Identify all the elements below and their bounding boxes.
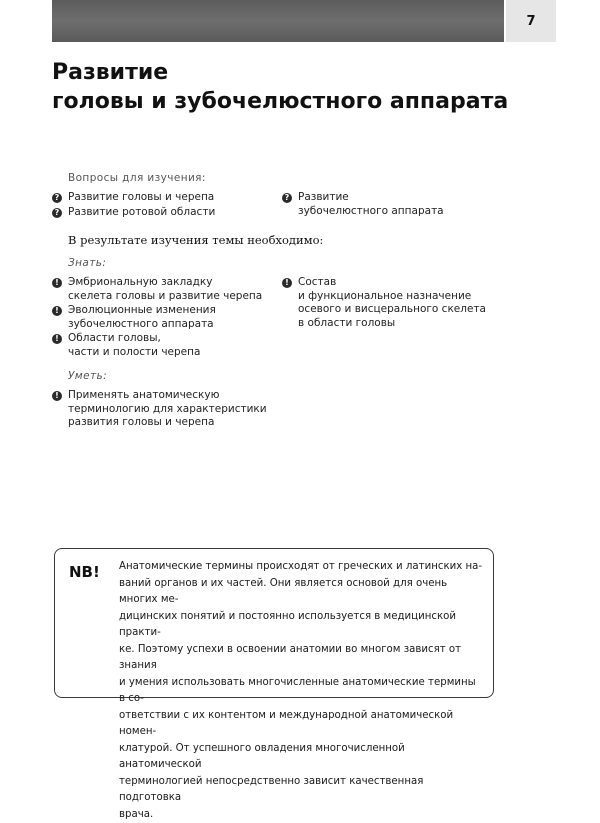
question-text: Развитие ротовой области bbox=[68, 206, 216, 218]
header-bar bbox=[52, 0, 504, 42]
exclamation-icon: ! bbox=[52, 306, 62, 316]
question-icon: ? bbox=[52, 193, 62, 203]
page-title-line-2: головы и зубочелюстного аппарата bbox=[52, 89, 509, 114]
exclamation-icon: ! bbox=[52, 391, 62, 401]
question-item bbox=[52, 191, 214, 205]
nb-box bbox=[54, 548, 494, 820]
question-icon: ? bbox=[52, 208, 62, 218]
able-item bbox=[52, 389, 267, 430]
nb-label: NB! bbox=[69, 563, 100, 581]
exclamation-icon: ! bbox=[52, 334, 62, 344]
able-text: Применять анатомическую терминологию для характеристики развития головы и черепа bbox=[68, 389, 267, 428]
know-text: Эволюционные изменения зубочелюстного аппарата bbox=[68, 304, 216, 330]
exclamation-icon: ! bbox=[282, 278, 292, 288]
exclamation-icon: ! bbox=[52, 278, 62, 288]
know-item bbox=[52, 304, 216, 331]
know-item bbox=[52, 332, 200, 359]
know-heading: Знать: bbox=[68, 257, 107, 269]
questions-heading: Вопросы для изучения: bbox=[68, 172, 206, 184]
know-item bbox=[282, 276, 486, 330]
know-text: Области головы, части и полости черепа bbox=[68, 332, 201, 358]
page-number: 7 bbox=[506, 0, 556, 42]
know-text: Состав и функциональное назначение осевого и висцерального скелета в области головы bbox=[298, 276, 486, 329]
result-line: В результате изучения темы необходимо: bbox=[68, 233, 324, 247]
question-icon: ? bbox=[282, 193, 292, 203]
page-title-line-1: Развитие bbox=[52, 60, 169, 85]
nb-text: Анатомические термины происходят от греческих и латинских на- ваний органов и их частей. Они является основой для очень многих ме- дицинских понятий и постоянно используется в медицинской практи- ке. Поэтому успехи в освоении анатомии во многом зависят от знания и умения использовать многочисленные анатомические термины в со- ответствии с их контентом и международной анатомической номен- клатурой. От успешного овладения многочисленной анатомической терминологией непосредственно зависит качественная подготовка врача. bbox=[119, 561, 483, 820]
know-text: Эмбриональную закладку скелета головы и развитие черепа bbox=[68, 276, 263, 302]
question-text: Развитие зубочелюстного аппарата bbox=[298, 191, 444, 217]
able-heading: Уметь: bbox=[68, 370, 108, 382]
know-item bbox=[52, 276, 262, 303]
question-item bbox=[52, 206, 215, 220]
question-text: Развитие головы и черепа bbox=[68, 191, 215, 203]
question-item bbox=[282, 191, 444, 218]
page-title bbox=[52, 58, 508, 116]
